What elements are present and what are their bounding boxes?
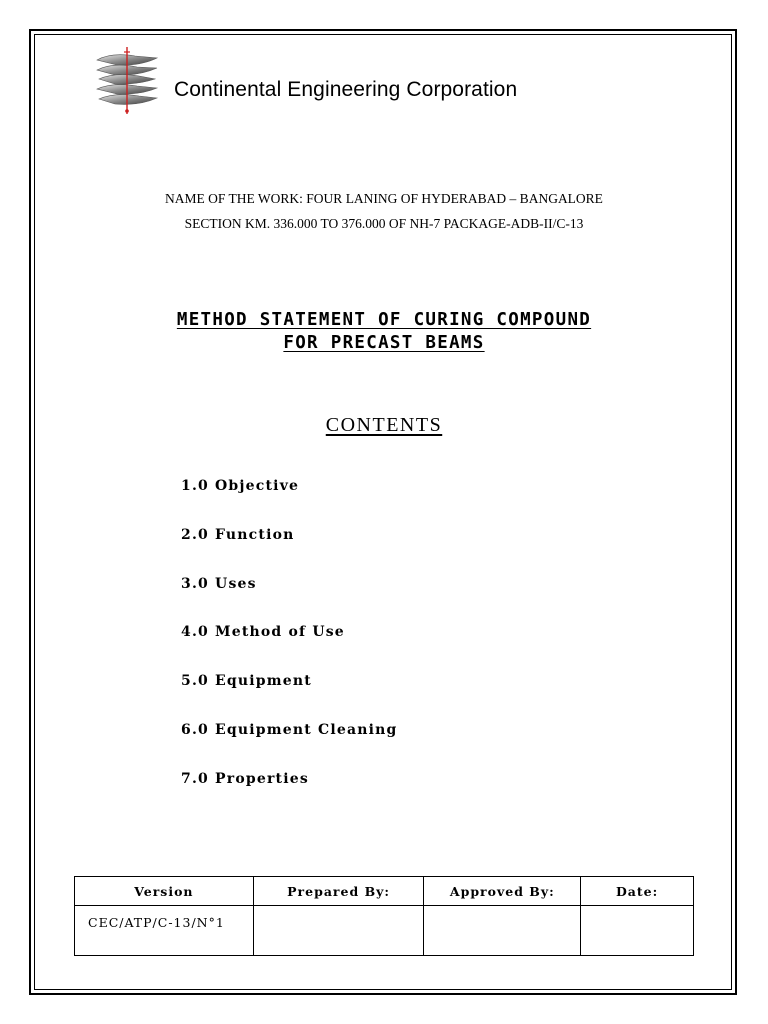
- document-title-line-2: FOR PRECAST BEAMS: [283, 333, 485, 353]
- company-logo: [95, 46, 159, 116]
- document-title-line-1: METHOD STATEMENT OF CURING COMPOUND: [176, 310, 592, 330]
- contents-item-properties: 7.0 Properties: [181, 770, 309, 787]
- company-name: Continental Engineering Corporation: [174, 78, 518, 101]
- contents-item-method-of-use: 4.0 Method of Use: [181, 624, 345, 641]
- version-header: Version: [75, 877, 254, 906]
- info-table-row: [75, 906, 694, 956]
- contents-item-objective: 1.0 Objective: [181, 478, 300, 494]
- contents-heading: CONTENTS: [325, 414, 443, 436]
- contents-item-uses: 3.0 Uses: [181, 575, 257, 592]
- contents-item-equipment: 5.0 Equipment: [181, 673, 312, 690]
- work-name-line-2: SECTION KM. 336.000 TO 376.000 OF NH-7 PACKAGE-ADB-II/C-13: [184, 216, 584, 231]
- approved-by-value: [424, 906, 581, 956]
- date-value: [581, 906, 694, 956]
- info-table-header-row: [75, 877, 694, 906]
- date-header: Date:: [581, 877, 694, 906]
- work-name-line-1: NAME OF THE WORK: FOUR LANING OF HYDERABAD – BANGALORE: [165, 191, 603, 206]
- version-value: CEC/ATP/C-13/N°1: [75, 906, 254, 956]
- contents-list: [181, 478, 398, 820]
- contents-item-equipment-cleaning: 6.0 Equipment Cleaning: [181, 721, 398, 738]
- approved-by-header: Approved By:: [424, 877, 581, 906]
- document-info-table: [74, 876, 694, 956]
- contents-item-function: 2.0 Function: [181, 526, 295, 543]
- prepared-by-header: Prepared By:: [253, 877, 424, 906]
- prepared-by-value: [253, 906, 424, 956]
